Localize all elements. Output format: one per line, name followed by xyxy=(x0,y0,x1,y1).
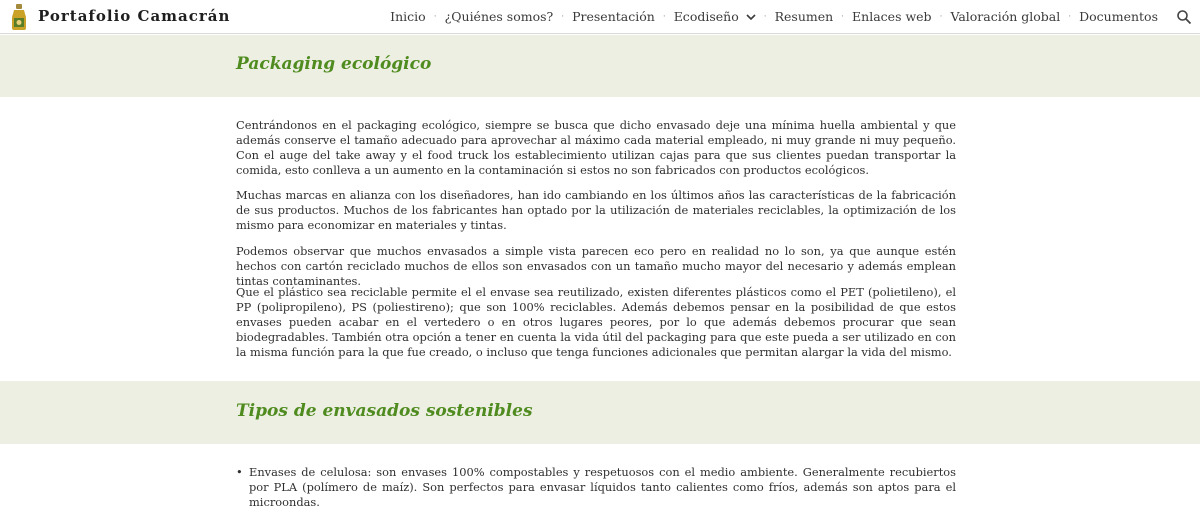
paragraph-text: Podemos observar que muchos envasados a simple vista parecen eco pero en realidad no lo son, ya que aunque estén hechos con cartón reciclado muchos de ellos son envasados con un tamaño mucho mayor del necesario y además emplean tintas contaminantes. xyxy=(236,244,956,289)
nav-item-inicio[interactable]: Inicio xyxy=(390,9,426,24)
paragraph xyxy=(236,244,956,289)
nav-item-presentacion[interactable]: Presentación xyxy=(572,9,655,24)
chevron-down-icon[interactable] xyxy=(746,13,756,21)
nav-item-documentos[interactable]: Documentos xyxy=(1079,9,1158,24)
paragraph xyxy=(236,285,956,360)
nav-separator: · xyxy=(841,11,845,22)
paragraph-text: Muchas marcas en alianza con los diseñadores, han ido cambiando en los últimos años las características de la fabricación de sus productos. Muchos de los fabricantes han optado por la utilización de materiales reciclables, la optimización de los mismo para economizar en materiales y tintas. xyxy=(236,188,956,233)
paragraph xyxy=(236,188,956,233)
nav-item-enlaces-web[interactable]: Enlaces web xyxy=(852,9,932,24)
paragraph-text: Centrándonos en el packaging ecológico, siempre se busca que dicho envasado deje una mínima huella ambiental y que además conserve el tamaño adecuado para aprovechar al máximo cada material empleado, ni muy grande ni muy pequeño. Con el auge del take away y el food truck los establecimiento utilizan cajas para que sus clientes puedan transportar la comida, esto conlleva a un aumento en la contaminación si estos no son fabricados con productos ecológicos. xyxy=(236,118,956,178)
main-nav xyxy=(390,9,1158,24)
section-header-band xyxy=(0,35,1200,97)
bullet-icon: • xyxy=(236,465,243,479)
nav-separator: · xyxy=(662,11,666,22)
site-logo-icon[interactable] xyxy=(10,4,28,30)
nav-separator: · xyxy=(1068,11,1072,22)
section-heading: Packaging ecológico xyxy=(236,54,432,74)
search-icon[interactable] xyxy=(1176,9,1192,25)
nav-item-ecodiseno-label: Ecodiseño xyxy=(673,9,739,24)
nav-item-valoracion-global[interactable]: Valoración global xyxy=(950,9,1061,24)
nav-separator: · xyxy=(763,11,767,22)
paragraph-text: Que el plástico sea reciclable permite el el envase sea reutilizado, existen diferentes plásticos como el PET (polietileno), el PP (polipropileno), PS (poliestireno); que son 100% reciclables. Además debemos pensar en la posibilidad de que estos envases pueden acabar en el vertedero o en otros lugares peores, por lo que además debemos procurar que sean biodegradables. También otra opción a tener en cuenta la vida útil del packaging para que este pueda a ser utilizado en con la misma función para la que fue creado, o incluso que tenga funciones adicionales que permitan alargar la vida del mismo. xyxy=(236,285,956,360)
nav-separator: · xyxy=(433,11,437,22)
site-title[interactable]: Portafolio Camacrán xyxy=(38,7,231,25)
nav-item-quienes-somos[interactable]: ¿Quiénes somos? xyxy=(444,9,554,24)
list-item-text: Envases de celulosa: son envases 100% compostables y respetuosos con el medio ambiente. Generalmente recubiertos por PLA (polímero de maíz). Son perfectos para envasar líquidos tanto calientes como fríos, además son aptos para el microondas. xyxy=(249,465,956,510)
section-heading: Tipos de envasados sostenibles xyxy=(236,401,533,421)
nav-item-ecodiseno[interactable] xyxy=(674,9,756,24)
nav-separator: · xyxy=(561,11,565,22)
top-navigation-bar xyxy=(0,0,1200,34)
bullet-list xyxy=(236,465,956,510)
section-header-band xyxy=(0,381,1200,444)
list-item xyxy=(236,465,956,510)
nav-separator: · xyxy=(939,11,943,22)
paragraph xyxy=(236,118,956,178)
nav-item-resumen[interactable]: Resumen xyxy=(774,9,834,24)
